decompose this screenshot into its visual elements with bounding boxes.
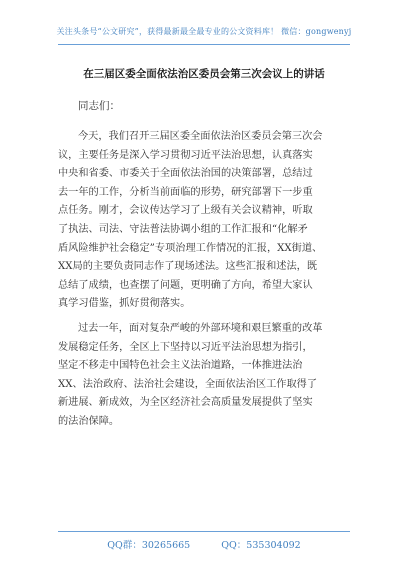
paragraph-line: 总结了成绩，也查摆了问题，更明确了方向，希望大家认 xyxy=(58,279,313,291)
header-banner: 关注头条号“公文研究”，获得最新最全最专业的公文资料库！ 微信：gongwenyj xyxy=(56,27,352,36)
paragraph-line: 了执法、司法、守法普法协调小组的工作汇报和“化解矛 xyxy=(58,223,308,235)
paragraph-line: 的法治保障。 xyxy=(58,415,120,427)
header-divider xyxy=(58,44,350,45)
paragraph-line: 去一年的工作，分析当前面临的形势，研究部署下一步重 xyxy=(58,186,313,198)
body-paragraph-2 xyxy=(58,320,350,432)
paragraph-line: XX局的主要负责同志作了现场述法。这些汇报和述法，既 xyxy=(58,261,318,273)
paragraph-line: 真学习借鉴，抓好贯彻落实。 xyxy=(58,298,191,310)
salutation: 同志们： xyxy=(78,100,120,112)
paragraph-line: 发展稳定任务，全区上下坚持以习近平法治思想为指引， xyxy=(58,341,313,353)
footer-contacts xyxy=(0,537,408,551)
paragraph-line: 议，主要任务是深入学习贯彻习近平法治思想，认真落实 xyxy=(58,149,313,161)
document-title: 在三届区委全面依法治区委员会第三次会议上的讲话 xyxy=(83,68,325,80)
body-paragraph-1 xyxy=(58,128,350,314)
paragraph-line: 盾风险维护社会稳定”专项治理工作情况的汇报，XX街道、 xyxy=(58,242,323,254)
footer-qq-number: QQ：535304092 xyxy=(221,540,301,551)
paragraph-line: 坚定不移走中国特色社会主义法治道路，一体推进法治 xyxy=(58,360,303,372)
paragraph-line: 中央和省委、市委关于全面依法治国的决策部署，总结过 xyxy=(58,168,313,180)
footer-divider xyxy=(58,531,350,532)
paragraph-line: XX、法治政府、法治社会建设，全面依法治区工作取得了 xyxy=(58,378,318,390)
paragraph-line: 新进展、新成效，为全区经济社会高质量发展提供了坚实 xyxy=(58,397,313,409)
paragraph-line: 过去一年，面对复杂严峻的外部环境和艰巨繁重的改革 xyxy=(78,323,323,334)
footer-qq-group: QQ群：30265665 xyxy=(107,540,191,551)
paragraph-line: 今天，我们召开三届区委全面依法治区委员会第三次会 xyxy=(78,131,323,142)
paragraph-line: 点任务。刚才，会议传达学习了上级有关会议精神，听取 xyxy=(58,205,313,217)
